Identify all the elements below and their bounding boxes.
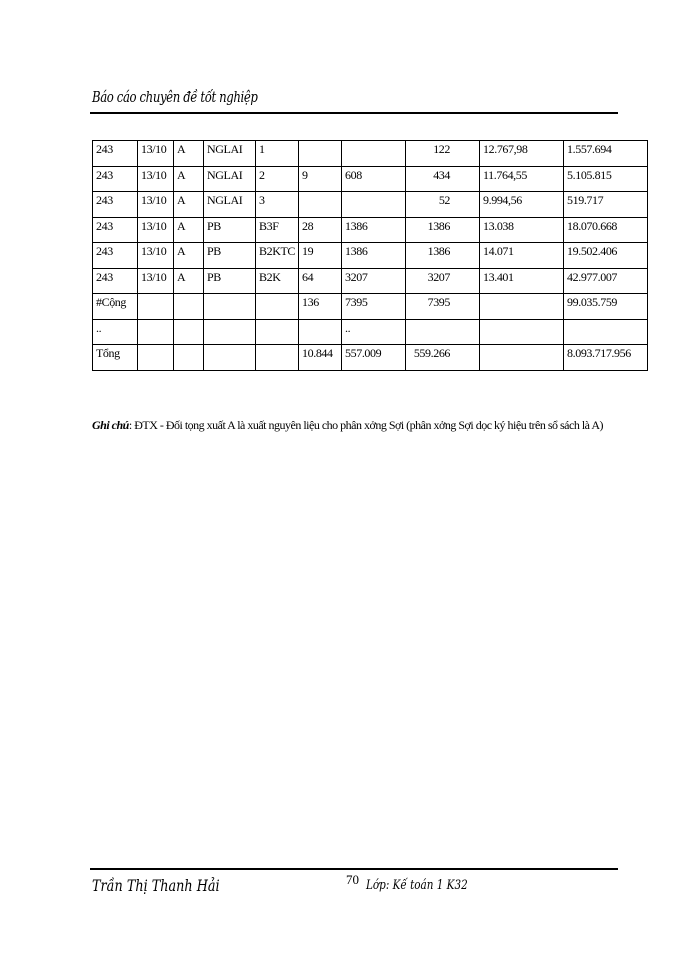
table-cell: 1386 — [342, 217, 406, 243]
table-cell: 608 — [342, 166, 406, 192]
table-cell — [564, 319, 648, 345]
table-cell — [204, 294, 256, 320]
table-cell: 243 — [93, 166, 138, 192]
table-cell: .. — [93, 319, 138, 345]
table-cell: NGLAI — [204, 166, 256, 192]
table-cell: 1386 — [342, 243, 406, 269]
header-divider — [90, 112, 618, 114]
table-cell: 42.977.007 — [564, 268, 648, 294]
footer-class-info: Lớp: Kế toán 1 K32 — [366, 878, 468, 893]
table-cell: Tổng — [93, 345, 138, 371]
page-number: 70 — [346, 872, 359, 887]
table-cell: 7395 — [342, 294, 406, 320]
table-cell: 10.844 — [299, 345, 342, 371]
footer-divider — [90, 868, 618, 870]
table-cell — [406, 319, 480, 345]
table-cell — [256, 319, 299, 345]
table-cell: PB — [204, 243, 256, 269]
table-cell — [138, 294, 174, 320]
table-cell: .. — [342, 319, 406, 345]
footnote — [92, 418, 603, 433]
table-cell — [480, 294, 564, 320]
table-cell: 13/10 — [138, 217, 174, 243]
table-cell: NGLAI — [204, 141, 256, 167]
table-cell: 99.035.759 — [564, 294, 648, 320]
table-cell: PB — [204, 268, 256, 294]
table-cell: 64 — [299, 268, 342, 294]
table-row — [93, 319, 648, 345]
table-cell — [299, 192, 342, 218]
table-cell: A — [174, 268, 204, 294]
table-cell — [138, 345, 174, 371]
table-cell: 519.717 — [564, 192, 648, 218]
table-cell: 1386 — [406, 243, 480, 269]
table-cell — [480, 345, 564, 371]
table-cell: 557.009 — [342, 345, 406, 371]
table-cell: 13/10 — [138, 243, 174, 269]
table-cell: 13.038 — [480, 217, 564, 243]
table-cell: 122 — [406, 141, 480, 167]
table-cell: B3F — [256, 217, 299, 243]
table-cell: 1386 — [406, 217, 480, 243]
footnote-label: Ghi chú — [92, 418, 129, 432]
table-cell — [174, 294, 204, 320]
footnote-text: : ĐTX - Đối tọng xuất A là xuất nguyên liệu cho phân xởng Sợi (phân xởng Sợi dọc ký hiệu trên sổ sách là A) — [128, 418, 603, 432]
page-header-title: Báo cáo chuyên đề tốt nghiệp — [92, 88, 258, 106]
table-cell: 14.071 — [480, 243, 564, 269]
table-row — [93, 294, 648, 320]
table-cell: 13/10 — [138, 192, 174, 218]
table-cell — [256, 294, 299, 320]
table-cell: 7395 — [406, 294, 480, 320]
table-cell: 52 — [406, 192, 480, 218]
table-cell: 243 — [93, 268, 138, 294]
footer-author: Trần Thị Thanh Hải — [92, 876, 220, 895]
table-cell — [299, 141, 342, 167]
table-cell: A — [174, 217, 204, 243]
table-cell: A — [174, 243, 204, 269]
table-cell: 19.502.406 — [564, 243, 648, 269]
table-cell: 243 — [93, 141, 138, 167]
ledger-table — [92, 140, 648, 371]
table-row — [93, 217, 648, 243]
table-cell — [256, 345, 299, 371]
table-cell: 3 — [256, 192, 299, 218]
table-cell — [299, 319, 342, 345]
table-row — [93, 141, 648, 167]
table-cell — [204, 345, 256, 371]
table-cell: 13/10 — [138, 166, 174, 192]
table-cell — [204, 319, 256, 345]
table-cell: 3207 — [342, 268, 406, 294]
table-cell: 12.767,98 — [480, 141, 564, 167]
table-cell: A — [174, 141, 204, 167]
table-cell: 1.557.694 — [564, 141, 648, 167]
table-cell: #Cộng — [93, 294, 138, 320]
table-cell: 243 — [93, 217, 138, 243]
table-row — [93, 345, 648, 371]
table-cell: 9 — [299, 166, 342, 192]
table-cell: NGLAI — [204, 192, 256, 218]
table-cell: 8.093.717.956 — [564, 345, 648, 371]
table-cell: 434 — [406, 166, 480, 192]
table-cell: 559.266 — [406, 345, 480, 371]
table-cell: 5.105.815 — [564, 166, 648, 192]
table-cell: 13/10 — [138, 268, 174, 294]
table-cell: 3207 — [406, 268, 480, 294]
table-cell: 2 — [256, 166, 299, 192]
table-row — [93, 192, 648, 218]
table-cell: B2K — [256, 268, 299, 294]
table-cell: 136 — [299, 294, 342, 320]
table-cell — [480, 319, 564, 345]
table-cell: PB — [204, 217, 256, 243]
table-cell: 11.764,55 — [480, 166, 564, 192]
table-cell: 18.070.668 — [564, 217, 648, 243]
table-cell — [174, 319, 204, 345]
table-cell — [174, 345, 204, 371]
table-cell: 28 — [299, 217, 342, 243]
table-cell: 13.401 — [480, 268, 564, 294]
table-cell: 1 — [256, 141, 299, 167]
table-cell: 243 — [93, 243, 138, 269]
table-cell — [342, 192, 406, 218]
table-cell: B2KTC — [256, 243, 299, 269]
table-cell: A — [174, 192, 204, 218]
table-cell: 13/10 — [138, 141, 174, 167]
table-row — [93, 268, 648, 294]
table-cell: 243 — [93, 192, 138, 218]
table-cell: A — [174, 166, 204, 192]
table-cell — [138, 319, 174, 345]
table-row — [93, 243, 648, 269]
table-row — [93, 166, 648, 192]
table-cell: 9.994,56 — [480, 192, 564, 218]
table-cell: 19 — [299, 243, 342, 269]
table-cell — [342, 141, 406, 167]
